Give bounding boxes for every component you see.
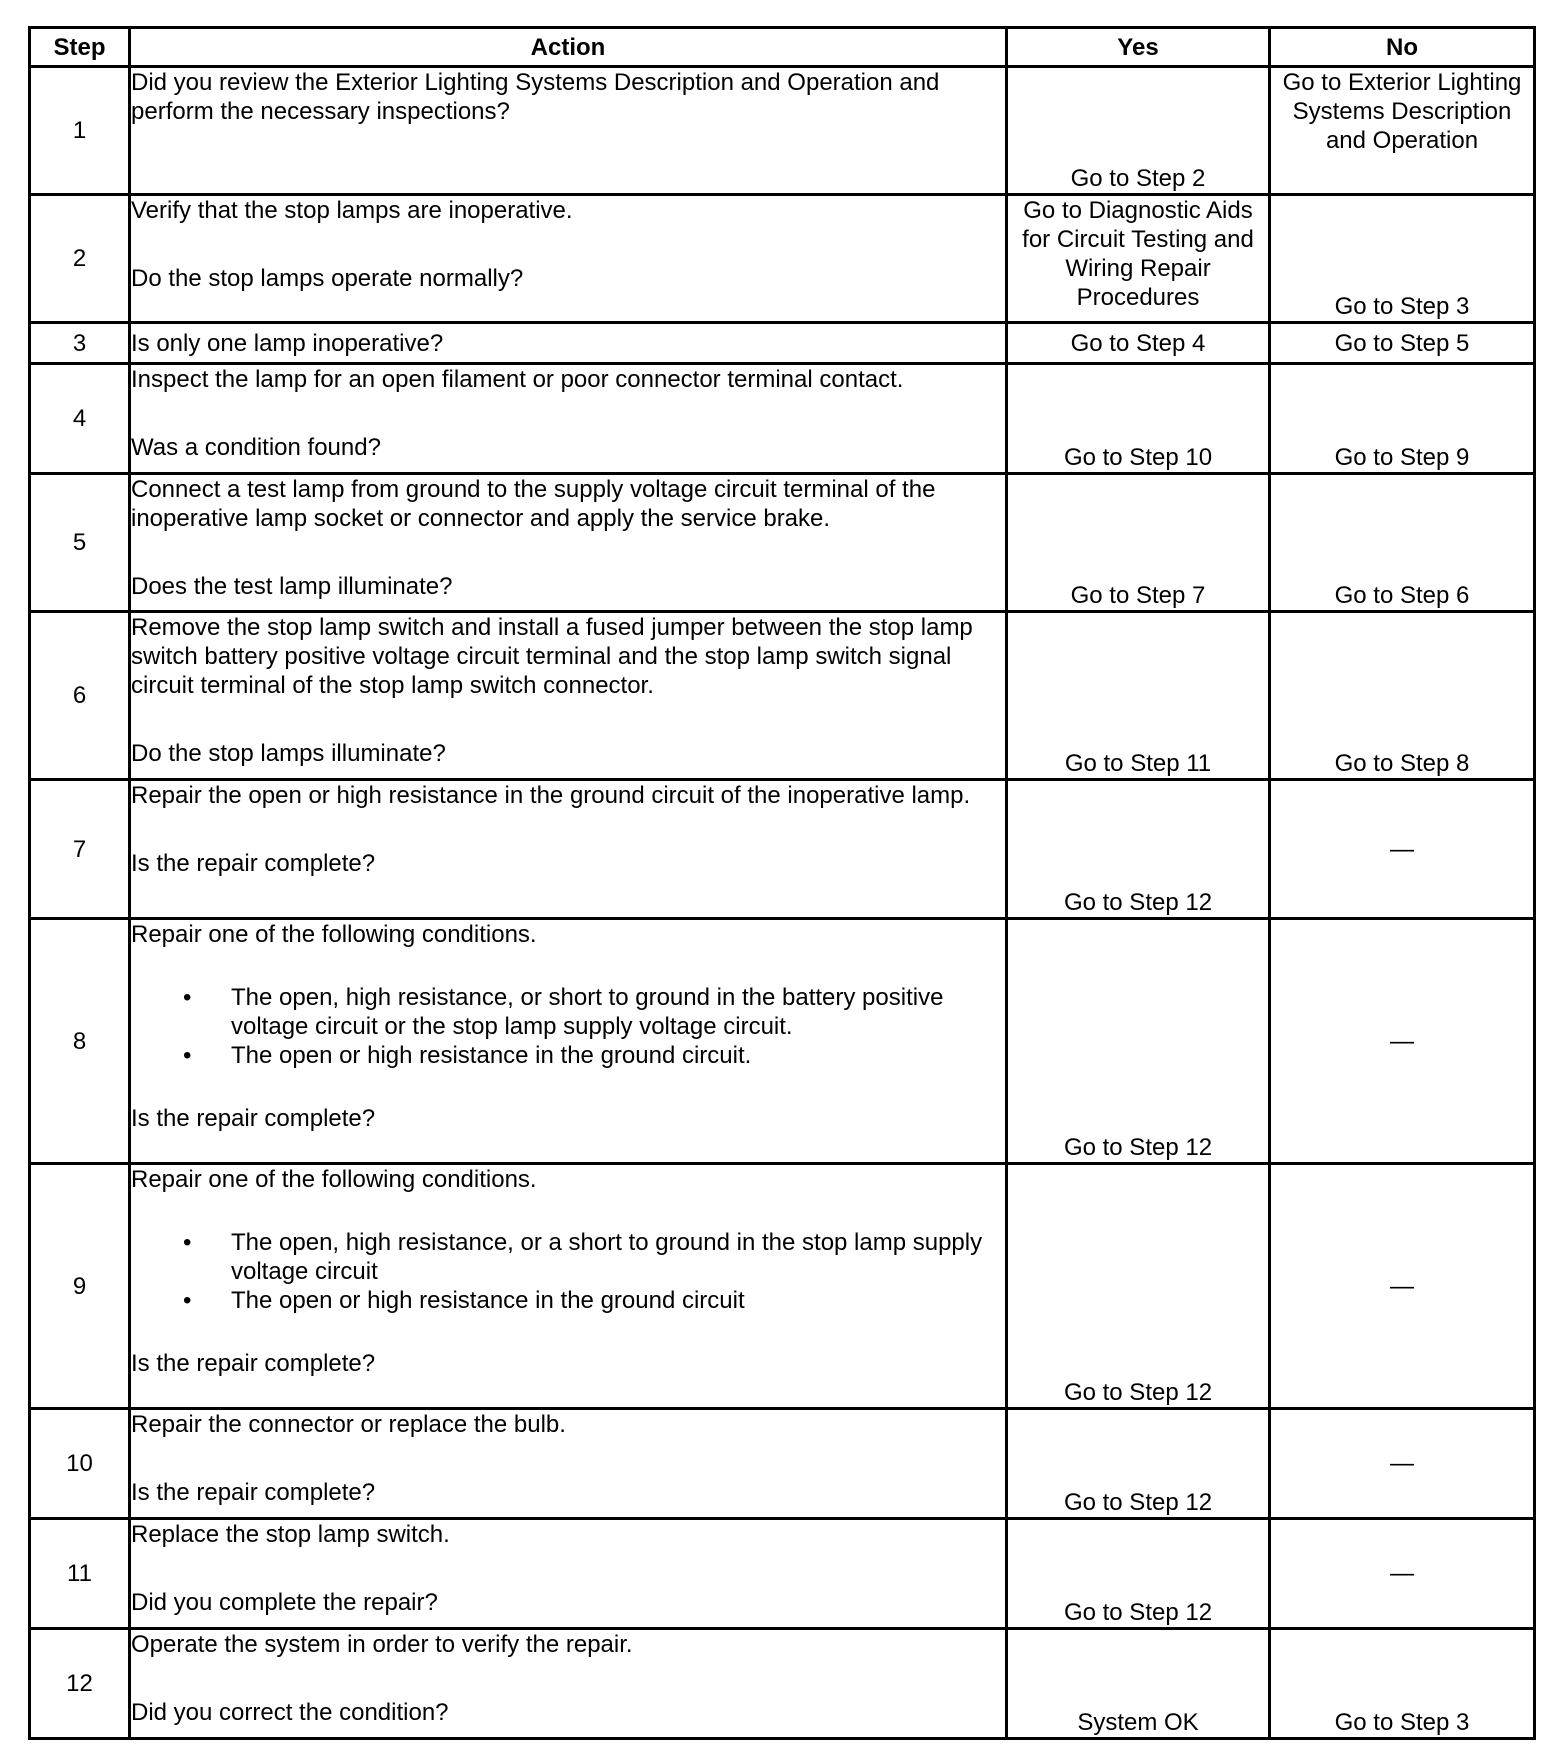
yes-cell: Go to Step 11 [1007,612,1270,780]
no-cell: — [1270,919,1535,1164]
table-row [30,323,1535,364]
action-cell [130,1519,1007,1629]
yes-cell: Go to Step 12 [1007,1519,1270,1629]
step-number: 2 [30,195,130,323]
action-text: Operate the system in order to verify the repair. [131,1631,633,1658]
action-question: Do the stop lamps illuminate? [131,740,446,767]
step-number: 4 [30,364,130,474]
header-action: Action [130,28,1007,67]
yes-cell: Go to Step 4 [1007,323,1270,364]
action-text: Verify that the stop lamps are inoperative. [131,197,573,224]
action-question: Do the stop lamps operate normally? [131,265,524,292]
action-cell [130,364,1007,474]
step-number: 6 [30,612,130,780]
action-cell [130,67,1007,195]
yes-cell: Go to Step 10 [1007,364,1270,474]
action-cell [130,612,1007,780]
action-question: Does the test lamp illuminate? [131,573,453,600]
no-cell: — [1270,1409,1535,1519]
yes-cell: Go to Step 12 [1007,780,1270,919]
no-cell: — [1270,1164,1535,1409]
table-row [30,1519,1535,1629]
action-question: Is the repair complete? [131,850,376,877]
action-text: Inspect the lamp for an open filament or poor connector terminal contact. [131,366,904,393]
action-cell [130,323,1007,364]
step-number: 3 [30,323,130,364]
table-row [30,1629,1535,1739]
no-cell: Go to Exterior Lighting Systems Description and Operation [1270,67,1535,195]
action-text: Repair one of the following conditions. [131,1166,537,1193]
yes-cell: Go to Diagnostic Aids for Circuit Testing and Wiring Repair Procedures [1007,195,1270,323]
action-cell [130,1629,1007,1739]
yes-cell: Go to Step 2 [1007,67,1270,195]
step-number: 10 [30,1409,130,1519]
action-text: Did you review the Exterior Lighting Systems Description and Operation and perform the necessary inspections? [131,69,940,125]
condition-list [131,983,1005,1070]
header-step: Step [30,28,130,67]
table-row [30,195,1535,323]
step-number: 11 [30,1519,130,1629]
no-cell: — [1270,780,1535,919]
no-cell: Go to Step 9 [1270,364,1535,474]
diagnostic-table [28,26,1536,1740]
no-cell: Go to Step 6 [1270,474,1535,612]
yes-cell: System OK [1007,1629,1270,1739]
action-cell [130,1409,1007,1519]
table-row [30,364,1535,474]
step-number: 7 [30,780,130,919]
action-cell [130,195,1007,323]
action-text: Repair the open or high resistance in the ground circuit of the inoperative lamp. [131,782,971,809]
header-row [30,28,1535,67]
table-row [30,612,1535,780]
no-cell: Go to Step 3 [1270,1629,1535,1739]
no-cell: Go to Step 8 [1270,612,1535,780]
action-text: Repair the connector or replace the bulb. [131,1411,566,1438]
list-item: • The open or high resistance in the ground circuit [231,1286,1005,1315]
action-question: Is the repair complete? [131,1105,376,1132]
action-cell [130,1164,1007,1409]
action-question: Is the repair complete? [131,1479,376,1506]
action-cell [130,919,1007,1164]
header-no: No [1270,28,1535,67]
action-question: Was a condition found? [131,434,381,461]
condition-list [131,1228,1005,1315]
list-item: • The open, high resistance, or a short to ground in the stop lamp supply voltage circuit [231,1228,1005,1286]
no-cell: Go to Step 5 [1270,323,1535,364]
action-text: Connect a test lamp from ground to the supply voltage circuit terminal of the inoperative lamp socket or connector and apply the service brake. [131,476,936,532]
yes-cell: Go to Step 12 [1007,919,1270,1164]
yes-cell: Go to Step 12 [1007,1409,1270,1519]
action-text: Replace the stop lamp switch. [131,1521,450,1548]
action-cell [130,780,1007,919]
action-text: Is only one lamp inoperative? [131,329,444,357]
action-cell [130,474,1007,612]
no-cell: Go to Step 3 [1270,195,1535,323]
step-number: 1 [30,67,130,195]
step-number: 12 [30,1629,130,1739]
step-number: 5 [30,474,130,612]
no-cell: — [1270,1519,1535,1629]
table-row [30,67,1535,195]
action-question: Did you correct the condition? [131,1699,449,1726]
table-row [30,1164,1535,1409]
list-item: • The open or high resistance in the ground circuit. [231,1041,1005,1070]
yes-cell: Go to Step 7 [1007,474,1270,612]
action-text: Repair one of the following conditions. [131,921,537,948]
list-item: • The open, high resistance, or short to ground in the battery positive voltage circuit or the stop lamp supply voltage circuit. [231,983,1005,1041]
step-number: 9 [30,1164,130,1409]
header-yes: Yes [1007,28,1270,67]
table-row [30,1409,1535,1519]
table-row [30,474,1535,612]
yes-cell: Go to Step 12 [1007,1164,1270,1409]
table-row [30,780,1535,919]
action-question: Is the repair complete? [131,1350,376,1377]
step-number: 8 [30,919,130,1164]
action-text: Remove the stop lamp switch and install a fused jumper between the stop lamp switch battery positive voltage circuit terminal and the stop lamp switch signal circuit terminal of the stop lamp switch connector. [131,614,973,699]
table-row [30,919,1535,1164]
action-question: Did you complete the repair? [131,1589,438,1616]
